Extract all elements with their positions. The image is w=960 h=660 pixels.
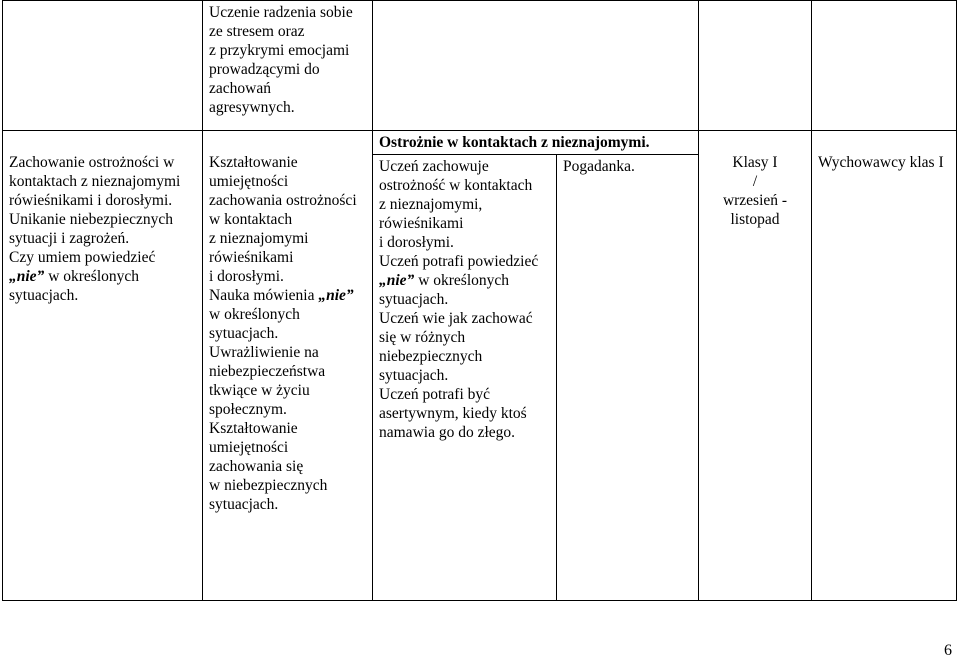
text-line: Uczenie radzenia sobie [209, 4, 353, 21]
text-line: Kształtowanie [209, 154, 298, 171]
text-line: i dorosłymi. [209, 268, 284, 285]
text-fragment: Nauka mówienia [209, 287, 319, 304]
text-line: Wychowawcy klas I [818, 154, 944, 171]
text-line: Zachowanie ostrożności w [9, 154, 175, 171]
text-line: ostrożność w kontaktach [379, 177, 533, 194]
text-line: z nieznajomymi [209, 230, 309, 247]
text-line: z nieznajomymi, [379, 196, 483, 213]
text-line: zachowań [209, 80, 271, 97]
text-line: Czy umiem powiedzieć [9, 249, 156, 266]
text-line: Unikanie niebezpiecznych [9, 211, 173, 228]
text-line: kontaktach z nieznajomymi [9, 173, 181, 190]
lesson-plan-table [2, 0, 957, 601]
cell-top-content [203, 1, 373, 131]
cell-top-topic [3, 1, 203, 131]
cell-method [557, 155, 699, 601]
cell-topic [3, 131, 203, 601]
cell-responsible [812, 131, 957, 601]
text-line: umiejętności [209, 173, 289, 190]
table-row [3, 1, 957, 131]
text-line: wrzesień - [722, 192, 788, 209]
text-line: społecznym. [209, 401, 287, 418]
text-line: Uwrażliwienie na [209, 344, 319, 361]
text-line: listopad [730, 211, 780, 228]
text-line: rówieśnikami [379, 215, 464, 232]
text-line: rówieśnikami i dorosłymi. [9, 192, 173, 209]
text-line: umiejętności [209, 439, 289, 456]
text-line [209, 286, 366, 305]
page-number: 6 [944, 642, 952, 659]
text-line: namawia go do złego. [379, 424, 516, 441]
cell-top-responsible [812, 1, 957, 131]
text-line: rówieśnikami [209, 249, 294, 266]
text-line: w określonych [209, 306, 300, 323]
text-line: Uczeń potrafi być [379, 386, 491, 403]
text-line [379, 271, 550, 290]
text-line [9, 267, 196, 286]
text-line: niebezpieczeństwa [209, 363, 326, 380]
text-line: w niebezpiecznych [209, 477, 328, 494]
cell-outcomes [373, 155, 557, 601]
text-line: Uczeń zachowuje [379, 158, 489, 175]
table-row [3, 131, 957, 155]
cell-term [699, 131, 812, 601]
section-title: Ostrożnie w kontaktach z nieznajomymi. [373, 131, 699, 155]
emphasis-nie: „nie” [379, 272, 415, 289]
text-fragment: w określonych [44, 268, 140, 285]
text-line: w kontaktach [209, 211, 293, 228]
text-line: sytuacji i zagrożeń. [9, 230, 130, 247]
text-line: agresywnych. [209, 99, 295, 116]
text-line: prowadzącymi do [209, 61, 320, 78]
text-line: sytuacjach. [209, 325, 279, 342]
emphasis-nie: „nie” [9, 268, 45, 285]
text-line: Klasy I [732, 154, 778, 171]
text-line: i dorosłymi. [379, 234, 454, 251]
text-line: Pogadanka. [563, 158, 635, 175]
text-line: niebezpiecznych [379, 348, 483, 365]
text-line: Kształtowanie [209, 420, 298, 437]
text-fragment: w określonych [414, 272, 510, 289]
cell-content [203, 131, 373, 601]
text-line: zachowania się [209, 458, 304, 475]
cell-top-term [699, 1, 812, 131]
text-line: ze stresem oraz [209, 23, 305, 40]
text-line: sytuacjach. [9, 287, 79, 304]
emphasis-nie: „nie” [318, 287, 354, 304]
text-line: się w różnych [379, 329, 466, 346]
text-line: tkwiące w życiu [209, 382, 310, 399]
cell-top-merged [373, 1, 699, 131]
text-line: Uczeń potrafi powiedzieć [379, 253, 539, 270]
text-line: / [752, 173, 758, 190]
text-line: sytuacjach. [209, 496, 279, 513]
text-line: sytuacjach. [379, 367, 449, 384]
text-line: sytuacjach. [379, 291, 449, 308]
text-line: z przykrymi emocjami [209, 42, 350, 59]
text-line: zachowania ostrożności [209, 192, 357, 209]
text-line: Uczeń wie jak zachować [379, 310, 533, 327]
text-line: asertywnym, kiedy ktoś [379, 405, 527, 422]
